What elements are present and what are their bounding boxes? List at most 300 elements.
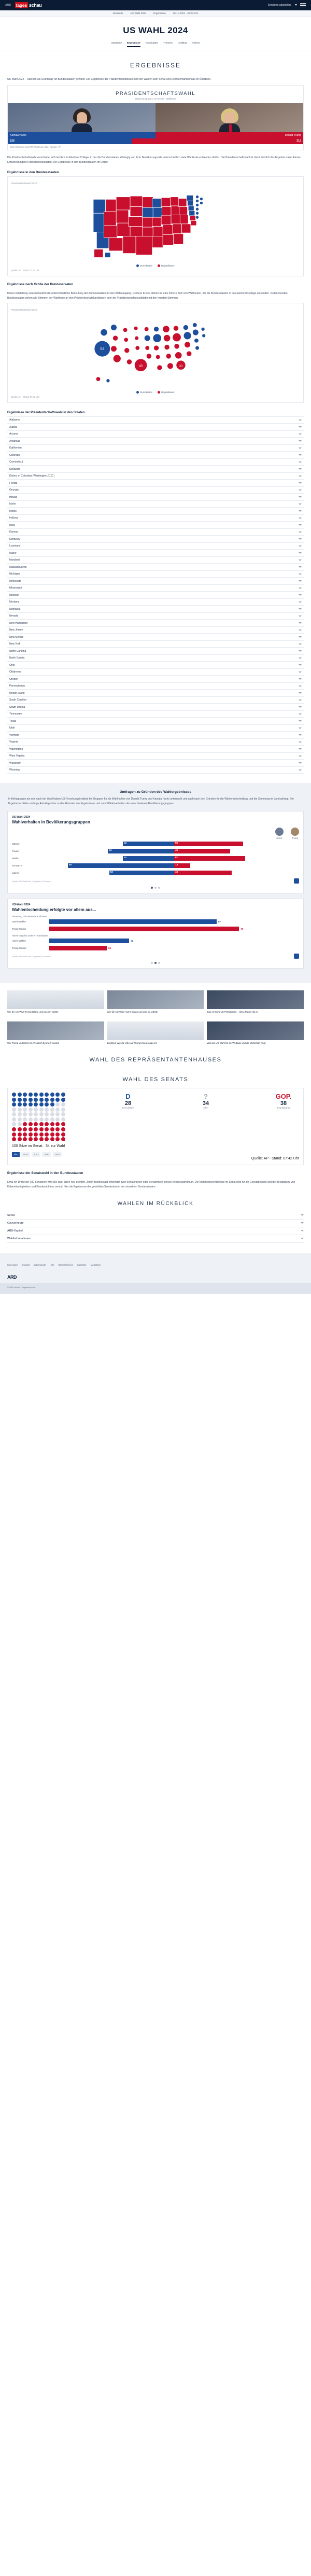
- state-accordion-row[interactable]: [7, 501, 304, 508]
- state-accordion-row[interactable]: [7, 718, 304, 725]
- chevron-down-icon: [301, 1238, 304, 1239]
- chevron-down-icon: [299, 510, 302, 512]
- chevron-down-icon: [299, 650, 302, 652]
- chevron-down-icon: [299, 622, 302, 624]
- poll-bar-track: 53 45: [49, 849, 299, 853]
- senate-seat-dot: [18, 1093, 22, 1097]
- state-accordion-row[interactable]: [7, 648, 304, 655]
- chevron-down-icon: [299, 426, 302, 428]
- senate-seat-dot: [50, 1093, 54, 1097]
- senate-seat-dot: [39, 1127, 44, 1131]
- electoral-note: Zum Wahlsieg sind 270 Wahlleute nötig · Quelle: AP: [10, 145, 61, 148]
- senate-seat-dot: [23, 1108, 27, 1112]
- senate-seat-dot: [61, 1108, 65, 1112]
- map1-sub: Präsidentschaftswahl 2024: [11, 182, 37, 185]
- chevron-down-icon: [301, 1222, 304, 1224]
- state-accordion-row[interactable]: [7, 536, 304, 543]
- poll-bar-row: [12, 842, 299, 846]
- candidate-trump-photo: [156, 103, 303, 132]
- poll1-source: Quelle: AP VoteCast · Angaben in Prozent: [12, 879, 51, 883]
- state-accordion-row[interactable]: [7, 592, 304, 599]
- state-name: Illinois: [9, 509, 17, 513]
- state-accordion-row[interactable]: [7, 634, 304, 641]
- play-stream-button[interactable]: Sendung abspielen: [267, 3, 291, 7]
- state-accordion-row[interactable]: [7, 515, 304, 522]
- chevron-down-icon: [299, 769, 302, 771]
- senate-seat-dot: [39, 1102, 44, 1107]
- poll2-title: Wahlentscheidung erfolgte vor allem aus...: [12, 907, 96, 913]
- poll-bar-track: 23: [49, 946, 299, 950]
- state-name: Arizona: [9, 432, 18, 436]
- senate-states-heading: Ergebnisse der Senatswahl in den Bundesstaaten: [7, 1171, 83, 1175]
- senate-seat-dot: [61, 1127, 65, 1131]
- poll-card-motivation[interactable]: [7, 899, 304, 969]
- state-name: Delaware: [9, 467, 21, 471]
- poll2-source: Quelle: AP VoteCast · Angaben in Prozent: [12, 955, 51, 958]
- teaser-thumbnail: [207, 1021, 304, 1040]
- senate-seat-dot: [29, 1108, 33, 1112]
- tab-startseite[interactable]: Startseite: [111, 42, 122, 45]
- candidate-harris[interactable]: [8, 103, 156, 138]
- senate-tab-2020[interactable]: 2020: [42, 1152, 51, 1157]
- state-accordion-row[interactable]: [7, 753, 304, 760]
- state-accordion-row[interactable]: [7, 452, 304, 459]
- poll-bar-row: [12, 939, 299, 943]
- senate-seat-dot: [61, 1132, 65, 1137]
- brand-group[interactable]: [5, 2, 42, 8]
- chevron-down-icon: [299, 468, 302, 470]
- map2-legend: [11, 391, 300, 394]
- candidate-trump-name: Donald Trump: [285, 133, 301, 137]
- senate-seat-dot: [45, 1112, 49, 1116]
- senate-seat-dot: [23, 1122, 27, 1126]
- rueckblick-label: Wahlinformationen: [7, 1237, 31, 1240]
- state-name: Minnesota: [9, 579, 22, 583]
- chevron-down-icon: [299, 685, 302, 687]
- poll-bar-row: [12, 871, 299, 875]
- rueckblick-label: Gouverneure: [7, 1221, 24, 1225]
- poll-bar-track: 32: [49, 939, 299, 943]
- menu-button[interactable]: [300, 3, 306, 7]
- poll-bar-row: [12, 919, 299, 924]
- senate-seat-dot: [18, 1108, 22, 1112]
- chevron-down-icon: [299, 433, 302, 435]
- senate-seat-dot: [39, 1132, 44, 1137]
- senate-seat-dot: [55, 1102, 60, 1107]
- teaser-thumbnail: [7, 1021, 104, 1040]
- senate-seat-dot: [23, 1112, 27, 1116]
- state-accordion-row[interactable]: [7, 417, 304, 424]
- senate-seat-dot: [29, 1102, 33, 1107]
- state-accordion-row[interactable]: [7, 508, 304, 515]
- senate-seat-dot: [61, 1093, 65, 1097]
- senate-seat-dot: [18, 1112, 22, 1116]
- senate-seat-dot: [29, 1127, 33, 1131]
- senate-states-text-wrap: [7, 1180, 304, 1189]
- state-name: New Mexico: [9, 635, 24, 639]
- chevron-down-icon: [299, 587, 302, 589]
- senate-result-card[interactable]: [7, 1088, 304, 1165]
- state-name: Kalifornien: [9, 446, 22, 450]
- state-accordion-row[interactable]: [7, 424, 304, 431]
- senate-seat-dot: [45, 1102, 49, 1107]
- teaser-row-1: [7, 990, 304, 1014]
- seat-dots: [12, 1093, 66, 1141]
- state-name: Wisconsin: [9, 761, 21, 765]
- state-name: Arkansas: [9, 439, 20, 443]
- logo-box: tages: [16, 3, 27, 8]
- senate-seat-dot: [29, 1112, 33, 1116]
- state-name: North Carolina: [9, 649, 26, 653]
- state-accordion-row[interactable]: [7, 683, 304, 690]
- poll-bar-label: Harris-Wähler: [12, 940, 26, 943]
- senate-seat-dot: [61, 1112, 65, 1116]
- state-accordion-row[interactable]: [7, 494, 304, 501]
- senate-seat-dot: [61, 1122, 65, 1126]
- senate-seat-dot: [45, 1127, 49, 1131]
- tab-themen[interactable]: Themen: [163, 42, 173, 45]
- chevron-down-icon: [299, 538, 302, 540]
- rueckblick-row[interactable]: [7, 1227, 304, 1235]
- senate-seat-dot: [18, 1117, 22, 1122]
- chevron-down-icon: [299, 741, 302, 743]
- footer-link[interactable]: Barrierefreiheit: [58, 1263, 73, 1266]
- senate-seat-dot: [50, 1132, 54, 1137]
- state-accordion-row[interactable]: [7, 438, 304, 445]
- state-name: Tennessee: [9, 712, 22, 716]
- senate-seat-dot: [55, 1093, 60, 1097]
- poll-bar-track: 85 13: [49, 863, 299, 868]
- state-accordion-row[interactable]: [7, 522, 304, 529]
- page-title: US WAHL 2024: [123, 25, 188, 35]
- chevron-down-icon: [299, 552, 302, 554]
- senate-seat-dot: [18, 1102, 22, 1107]
- electoral-dem: 226: [8, 138, 132, 144]
- teaser-thumbnail: [107, 990, 204, 1009]
- state-name: Michigan: [9, 572, 20, 576]
- rueckblick-label: ARD-Kapitel: [7, 1229, 23, 1233]
- teaser-title: Wie die US-Wahl Harris Bilanz und was sie wählte: [107, 1011, 158, 1014]
- chevron-down-icon: [299, 664, 302, 666]
- rueckblick-row[interactable]: [7, 1212, 304, 1220]
- poll2-kicker: US-Wahl 2024: [12, 903, 31, 907]
- state-accordion-row[interactable]: [7, 669, 304, 676]
- state-accordion-row[interactable]: [7, 655, 304, 662]
- state-accordion-row[interactable]: [7, 732, 304, 739]
- state-accordion-row[interactable]: [7, 606, 304, 613]
- map2-caption: Quelle: AP · Stand: 07:42 Uhr: [11, 395, 40, 398]
- senate-seat-dot: [34, 1127, 38, 1131]
- state-name: Georgia: [9, 488, 19, 492]
- legend-dem-2: Demokraten: [136, 391, 152, 394]
- state-accordion-row[interactable]: [7, 585, 304, 592]
- state-name: Washington: [9, 747, 23, 751]
- section-tabs: [0, 42, 311, 50]
- state-name: Idaho: [9, 502, 16, 506]
- state-accordion-row[interactable]: [7, 557, 304, 564]
- poll-bar-label: Trump-Wähler: [12, 928, 26, 931]
- teaser-title: Was die US-Wahl für die Weltlage und die Wirtschaft zeigt: [207, 1042, 266, 1045]
- senate-tab-2018[interactable]: 2018: [53, 1152, 62, 1157]
- state-accordion-row[interactable]: [7, 613, 304, 620]
- senate-caption: Quelle: AP · Stand: 07:42 Uhr: [251, 1157, 299, 1161]
- poll-bar-row: [12, 849, 299, 853]
- chevron-down-icon: [299, 531, 302, 533]
- teaser-item[interactable]: [107, 1021, 204, 1045]
- senate-seat-dot: [61, 1117, 65, 1122]
- share-icon[interactable]: [294, 954, 299, 959]
- top-bar: [0, 0, 311, 10]
- senate-seat-dot: [12, 1093, 16, 1097]
- state-name: Utah: [9, 726, 15, 730]
- state-accordion-row[interactable]: [7, 676, 304, 683]
- breadcrumb-item-2[interactable]: Ergebnisse: [153, 12, 166, 15]
- state-accordion-row[interactable]: [7, 445, 304, 452]
- results-section-title: ERGEBNISSE: [130, 62, 181, 69]
- senate-seat-dot: [50, 1108, 54, 1112]
- chevron-down-icon: [299, 692, 302, 694]
- senate-seat-dot: [12, 1127, 16, 1131]
- teaser-item[interactable]: [107, 990, 204, 1014]
- chevron-down-icon: [299, 503, 302, 505]
- senate-seat-dot: [61, 1137, 65, 1141]
- map1-caption: Quelle: AP · Stand: 07:42 Uhr: [11, 269, 40, 272]
- breadcrumb-item-0[interactable]: Startseite: [112, 12, 123, 15]
- poll1-footer: [12, 878, 299, 884]
- senate-seat-dot: [61, 1102, 65, 1107]
- poll-bar-track: 76: [49, 927, 299, 931]
- senate-seat-dot: [55, 1127, 60, 1131]
- footer-link[interactable]: Datenschutz: [33, 1263, 46, 1266]
- question-mark-icon: ?: [204, 1092, 208, 1100]
- tab-ergebnisse[interactable]: Ergebnisse: [127, 42, 140, 47]
- state-accordion-row[interactable]: [7, 620, 304, 627]
- breadcrumb-item-1[interactable]: US-Wahl 2024: [130, 12, 147, 15]
- senate-seat-dot: [23, 1117, 27, 1122]
- state-accordion-row[interactable]: [7, 767, 304, 774]
- state-accordion-row[interactable]: [7, 746, 304, 753]
- us-choropleth-map[interactable]: [11, 185, 300, 262]
- map2-card[interactable]: [7, 303, 304, 403]
- explainer-text: Die Präsidentschaftswahl entscheidet sich letztlich im Electoral College, in der die Bundesstaaten abhängig von ihrer Bevölkerungszahl unterschiedlich viele Wahlleute entsenden dürfen. Die Präsidentschaftswahl ist damit letztlich das Ergebnis vieler Einzel-Entscheidungen in den Bundesstaaten. Die Ergebnisse in den Bundesstaaten im Detail:: [7, 156, 301, 164]
- senate-seat-dot: [34, 1102, 38, 1107]
- chevron-down-icon: [299, 461, 302, 463]
- senate-seat-dot: [45, 1093, 49, 1097]
- state-accordion-row[interactable]: [7, 473, 304, 480]
- candidate-trump[interactable]: [156, 103, 303, 138]
- state-name: Louisiana: [9, 544, 21, 548]
- teaser-item[interactable]: [7, 990, 104, 1014]
- footer: [0, 1253, 311, 1283]
- footer-link[interactable]: Hilfe: [50, 1263, 54, 1266]
- state-name: Ohio: [9, 663, 15, 667]
- poll-bar-label: Latinos: [12, 872, 20, 875]
- senate-seat-dot: [34, 1108, 38, 1112]
- footer-link[interactable]: Impressum: [7, 1263, 18, 1266]
- state-name: Alaska: [9, 425, 18, 429]
- tab-videos[interactable]: Videos: [192, 42, 200, 45]
- tab-kandidaten[interactable]: Kandidaten: [145, 42, 159, 45]
- chevron-down-icon: [299, 706, 302, 708]
- legend-dem: Demokraten: [136, 264, 152, 267]
- gop-logo: GOP.: [275, 1092, 292, 1100]
- state-accordion-row[interactable]: [7, 550, 304, 557]
- tagesschau-logo[interactable]: [15, 2, 42, 8]
- senate-seat-dot: [39, 1112, 44, 1116]
- copyright: © ARD-aktuell / tagesschau.de: [0, 1283, 311, 1294]
- poll2-bars-a: [12, 919, 299, 931]
- chevron-down-icon: [299, 608, 302, 610]
- state-accordion-row[interactable]: [7, 529, 304, 536]
- state-accordion-row[interactable]: [7, 543, 304, 550]
- state-accordion-row[interactable]: [7, 571, 304, 578]
- state-accordion-row[interactable]: [7, 739, 304, 746]
- state-accordion-row[interactable]: [7, 487, 304, 494]
- state-accordion-row[interactable]: [7, 627, 304, 634]
- state-name: North Dakota: [9, 656, 25, 660]
- rep-caption: Republikaner: [277, 1106, 290, 1109]
- state-accordion-row[interactable]: [7, 578, 304, 585]
- chevron-down-icon: [299, 489, 302, 491]
- senate-tab-2024[interactable]: 2024: [21, 1152, 30, 1157]
- footer-link[interactable]: Kontakt: [22, 1263, 30, 1266]
- teaser-thumbnail: [107, 1021, 204, 1040]
- state-accordion-row[interactable]: [7, 564, 304, 571]
- senate-seat-dot: [12, 1117, 16, 1122]
- teaser-row-2: [7, 1021, 304, 1045]
- senate-seat-dot: [50, 1122, 54, 1126]
- senate-seat-dot: [34, 1137, 38, 1141]
- senate-seat-dot: [29, 1122, 33, 1126]
- state-accordion-row[interactable]: [7, 599, 304, 606]
- avatar-trump: [291, 828, 299, 836]
- teaser-thumbnail: [207, 990, 304, 1009]
- chevron-down-icon: [299, 559, 302, 561]
- state-name: Kentucky: [9, 537, 20, 541]
- teaser-thumbnail: [7, 990, 104, 1009]
- footer-link[interactable]: Bildrechte: [77, 1263, 87, 1266]
- state-accordion-row[interactable]: [7, 697, 304, 704]
- state-name: District of Columbia (Washington, D.C.): [9, 474, 55, 478]
- senate-seat-dot: [55, 1132, 60, 1137]
- share-icon[interactable]: [294, 878, 299, 884]
- map1-heading: Ergebnisse in den Bundesstaaten: [7, 171, 59, 175]
- presidential-result-card: [7, 85, 304, 150]
- states-accordion: [7, 416, 304, 774]
- chevron-down-icon: [299, 643, 302, 645]
- state-accordion-row[interactable]: [7, 662, 304, 669]
- senate-tab-alle[interactable]: alle: [12, 1152, 20, 1157]
- tab-liveblog[interactable]: Liveblog: [177, 42, 187, 45]
- senate-seat-dot: [55, 1112, 60, 1116]
- senate-legend: 100 Sitze im Senat · 34 zur Wahl: [12, 1144, 65, 1149]
- footer-bottom: [7, 1270, 304, 1280]
- teaser-title: Wie die US-Wahl Trump Bilanz und was ihn wählte: [7, 1011, 59, 1014]
- chevron-down-icon: [299, 496, 302, 498]
- teaser-title: Das Amt des US-Präsidenten – diese Macht hat er: [207, 1011, 258, 1014]
- senate-seat-dot: [55, 1137, 60, 1141]
- state-name: Rhode Island: [9, 691, 25, 695]
- footer-link[interactable]: Mediathek: [90, 1263, 101, 1266]
- explainer-block: [7, 156, 304, 165]
- senate-seat-dot: [34, 1112, 38, 1116]
- state-accordion-row[interactable]: [7, 480, 304, 487]
- state-accordion-row[interactable]: [7, 459, 304, 466]
- teaser-item[interactable]: [7, 1021, 104, 1045]
- dem-logo: D: [125, 1092, 131, 1100]
- rueckblick-row[interactable]: [7, 1235, 304, 1243]
- senate-tab-2022[interactable]: 2022: [32, 1152, 40, 1157]
- senate-states-text: Etwa ein Drittel der 100 Senatoren wird alle zwei Jahre neu gewählt. Jeder Bundesstaat entsendet zwei Senatorinnen oder Senatoren in dieses Kongressgremium. Die Mehrheitsverhältnisse im Senat sind für die Gesetzgebung und die Bestätigung von Kabinettsmitgliedern und Bundesrichtern zentral. Hier die Ergebnisse der gewählten Senatssitze in den einzelnen Bundesstaaten:: [7, 1181, 295, 1188]
- poll2-dots[interactable]: [12, 962, 299, 964]
- senate-seat-dot: [18, 1122, 22, 1126]
- rueckblick-row[interactable]: [7, 1220, 304, 1227]
- state-name: Connecticut: [9, 460, 23, 464]
- chevron-down-icon: [299, 678, 302, 680]
- poll-card-demographics[interactable]: [7, 811, 304, 893]
- senate-seat-dot: [18, 1137, 22, 1141]
- state-accordion-row[interactable]: [7, 466, 304, 473]
- poll-bar-row: [12, 927, 299, 931]
- footer-links: [7, 1259, 304, 1270]
- candidate-trump-bar: [156, 132, 303, 138]
- state-accordion-row[interactable]: [7, 690, 304, 697]
- states-accordion-title: Ergebnisse der Präsidentschaftswahl in den Staaten: [7, 411, 85, 414]
- poll-bar-row: [12, 946, 299, 950]
- state-name: Wyoming: [9, 768, 20, 772]
- poll-bar-label: Weiße: [12, 857, 19, 860]
- senate-seat-grid: [12, 1093, 299, 1141]
- breadcrumb-sep-2: ·: [149, 12, 150, 15]
- senate-seat-dot: [55, 1117, 60, 1122]
- state-accordion-row[interactable]: [7, 641, 304, 648]
- electoral-rep: 312: [132, 138, 303, 144]
- state-accordion-row[interactable]: [7, 431, 304, 438]
- senate-seat-dot: [23, 1127, 27, 1131]
- state-accordion-row[interactable]: [7, 725, 304, 732]
- senate-seat-dot: [50, 1102, 54, 1107]
- teaser-item[interactable]: [207, 1021, 304, 1045]
- legend-rep: Republikaner: [158, 264, 175, 267]
- senate-seat-dot: [23, 1137, 27, 1141]
- poll1-header-harris: Harris: [275, 828, 284, 839]
- state-accordion-row[interactable]: [7, 704, 304, 711]
- senate-seat-dot: [39, 1137, 44, 1141]
- poll-bar-track: 52 46: [49, 871, 299, 875]
- ard-logo[interactable]: ARD: [7, 1274, 17, 1280]
- senate-seat-dot: [50, 1127, 54, 1131]
- senate-seat-dot: [29, 1117, 33, 1122]
- poll1-dots[interactable]: [12, 887, 299, 889]
- senate-seat-dot: [34, 1132, 38, 1137]
- state-accordion-row[interactable]: [7, 711, 304, 718]
- teaser-item[interactable]: [207, 990, 304, 1014]
- senate-seat-dot: [50, 1117, 54, 1122]
- poll1-kicker: US-Wahl 2024: [12, 816, 31, 819]
- breadcrumb-sep-3: ·: [168, 12, 170, 15]
- map1-card[interactable]: [7, 176, 304, 276]
- chevron-down-icon: [299, 671, 302, 673]
- state-name: South Dakota: [9, 705, 25, 709]
- presidential-subtitle: Stand 06.11.2024, 07:42 Uhr · Wahlleute: [135, 97, 176, 100]
- poll-bar-label: Schwarze: [12, 864, 22, 867]
- chevron-down-icon: [299, 475, 302, 477]
- senate-seat-dot: [12, 1098, 16, 1102]
- state-accordion-row[interactable]: [7, 760, 304, 767]
- senate-open-col: [190, 1093, 221, 1109]
- chevron-down-icon: [299, 566, 302, 568]
- candidate-harris-name: Kamala Harris: [10, 133, 26, 137]
